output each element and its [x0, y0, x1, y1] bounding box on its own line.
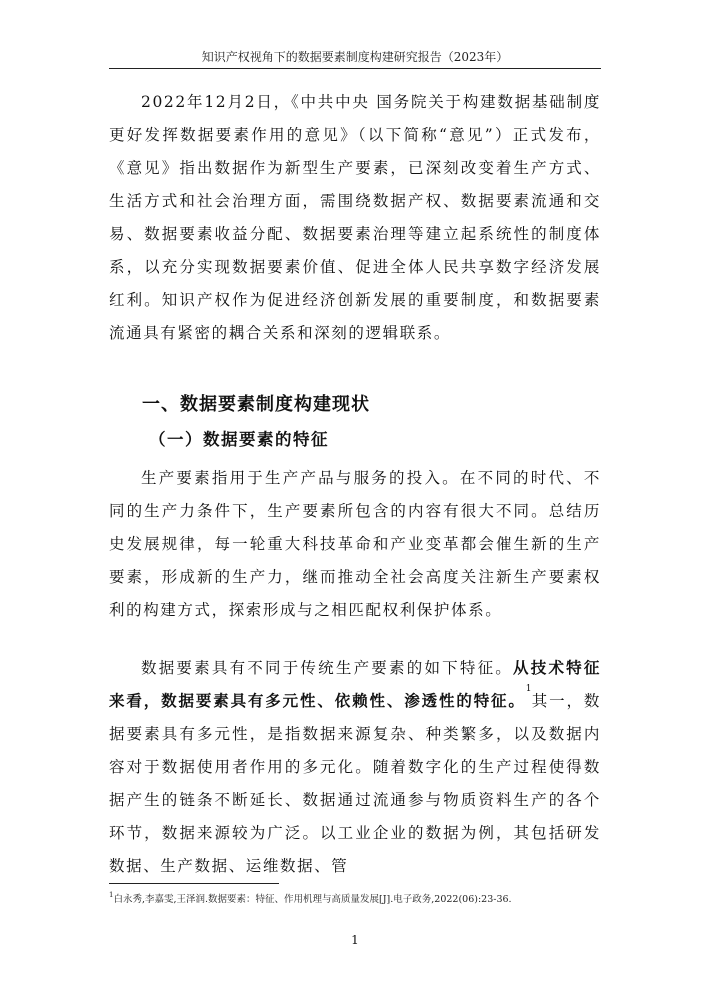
paragraph-intro: 2022年12月2日，《中共中央 国务院关于构建数据基础制度更好发挥数据要素作用的意见》（以下简称“意见”）正式发布，《意见》指出数据作为新型生产要素，已深刻改变着生产方式、生活方式和社会治理方面，需围绕数据产权、数据要素流通和交易、数据要素收益分配、数据要素治理等建立起系统性的制度体系，以充分实现数据要素价值、促进全体人民共享数字经济发展红利。知识产权作为促进经济创新发展的重要制度，和数据要素流通具有紧密的耦合关系和深刻的逻辑联系。 — [109, 93, 601, 342]
header-divider — [109, 68, 601, 69]
paragraph-data-features-intro: 数据要素具有不同于传统生产要素的如下特征。 — [141, 659, 514, 677]
paragraph-data-features — [109, 652, 601, 883]
paragraph-data-features-bold: 从技术特征来看，数据要素具有多元性、依赖性、渗透性的特征。 — [109, 659, 601, 710]
section-heading: 一、数据要素制度构建现状 — [142, 394, 370, 415]
footnote — [109, 891, 601, 905]
paragraph-production-factors: 生产要素指用于生产产品与服务的投入。在不同的时代、不同的生产力条件下，生产要素所包含的内容有很大不同。总结历史发展规律，每一轮重大科技革命和产业变革都会催生新的生产要素，形成新的生产力，继而推动全社会高度关注新生产要素权利的构建方式，探索形成与之相匹配权利保护体系。 — [109, 469, 601, 619]
footnote-reference[interactable]: 1 — [525, 684, 532, 694]
footnote-marker: 1 — [109, 891, 114, 899]
page-number: 1 — [351, 933, 359, 947]
subsection-heading: （一）数据要素的特征 — [149, 430, 329, 449]
running-header: 知识产权视角下的数据要素制度构建研究报告（2023年） — [201, 50, 509, 64]
footnote-divider — [109, 883, 279, 884]
paragraph-data-features-rest: 其一，数据要素具有多元性，是指数据来源复杂、种类繁多，以及数据内容对于数据使用者作用的多元化。随着数字化的生产过程使得数据产生的链条不断延长、数据通过流通参与物质资料生产的各个环节，数据来源较为广泛。以工业企业的数据为例，其包括研发数据、生产数据、运维数据、管 — [109, 692, 601, 875]
footnote-text: 白永秀,李嘉雯,王泽润.数据要素：特征、作用机理与高质量发展[J].电子政务,2022(06):23-36. — [113, 894, 512, 905]
